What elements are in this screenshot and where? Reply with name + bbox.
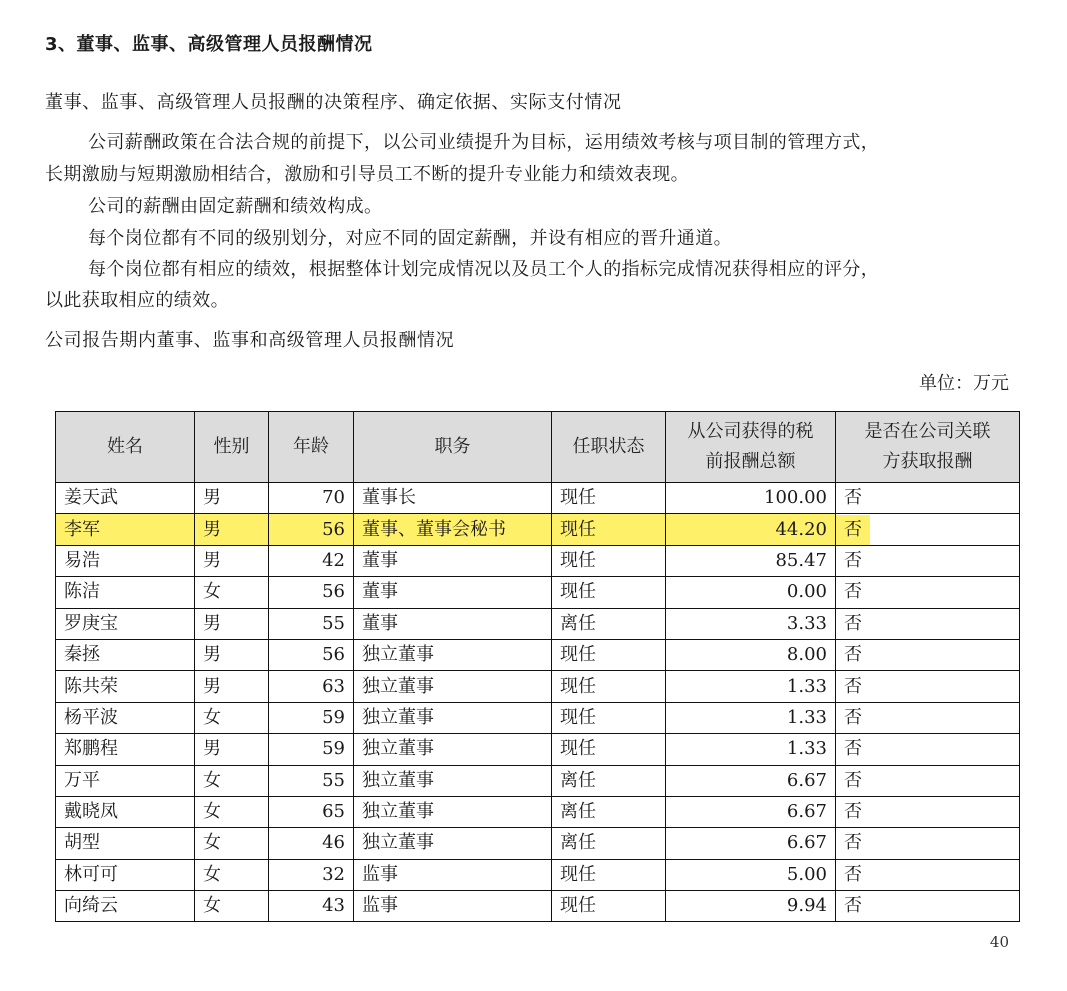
cell-position: 监事 [354,859,552,890]
cell-related-party-pay: 否 [836,545,1020,576]
cell-status: 现任 [552,734,666,765]
table-row [56,608,1020,639]
cell-position: 监事 [354,891,552,922]
paragraph-3: 每个岗位都有不同的级别划分，对应不同的固定薪酬，并设有相应的晋升通道。 [88,228,732,249]
cell-age: 59 [269,734,354,765]
table-row [56,828,1020,859]
cell-name: 易浩 [56,545,195,576]
cell-gender: 女 [195,577,269,608]
table-caption: 公司报告期内董事、监事和高级管理人员报酬情况 [45,330,455,351]
table-row [56,891,1020,922]
cell-pretax-pay: 100.00 [666,483,836,514]
cell-name: 秦拯 [56,639,195,670]
cell-name: 李军 [56,514,195,545]
cell-related-party-pay: 否 [836,608,1020,639]
cell-pretax-pay: 3.33 [666,608,836,639]
table-row [56,671,1020,702]
cell-name: 林可可 [56,859,195,890]
cell-position: 董事 [354,608,552,639]
cell-name: 姜天武 [56,483,195,514]
table-body [56,483,1020,922]
cell-gender: 男 [195,545,269,576]
cell-status: 离任 [552,608,666,639]
cell-status: 现任 [552,891,666,922]
table-row [56,545,1020,576]
cell-status: 现任 [552,639,666,670]
cell-status: 离任 [552,828,666,859]
header-related-party-pay: 是否在公司关联 方获取报酬 [836,412,1020,483]
table-row [56,514,1020,545]
cell-related-party-pay: 否 [836,483,1020,514]
cell-position: 独立董事 [354,796,552,827]
header-age: 年龄 [269,412,354,483]
table-header-row [56,412,1020,483]
cell-status: 现任 [552,671,666,702]
cell-related-party-pay: 否 [836,577,1020,608]
table-row [56,859,1020,890]
cell-pretax-pay: 1.33 [666,734,836,765]
cell-age: 55 [269,608,354,639]
cell-name: 杨平波 [56,702,195,733]
cell-related-party-pay: 否 [836,514,1020,545]
cell-status: 现任 [552,859,666,890]
table-row [56,702,1020,733]
cell-pretax-pay: 44.20 [666,514,836,545]
cell-age: 63 [269,671,354,702]
subheading: 董事、监事、高级管理人员报酬的决策程序、确定依据、实际支付情况 [45,92,622,113]
cell-gender: 男 [195,671,269,702]
header-gender: 性别 [195,412,269,483]
paragraph-1-line-1: 公司薪酬政策在合法合规的前提下，以公司业绩提升为目标，运用绩效考核与项目制的管理方式， [88,132,880,153]
cell-name: 陈共荣 [56,671,195,702]
cell-position: 独立董事 [354,639,552,670]
cell-name: 向绮云 [56,891,195,922]
cell-position: 董事、董事会秘书 [354,514,552,545]
cell-related-party-pay: 否 [836,671,1020,702]
unit-label: 单位：万元 [919,373,1009,394]
cell-name: 戴晓凤 [56,796,195,827]
cell-gender: 女 [195,828,269,859]
cell-pretax-pay: 5.00 [666,859,836,890]
paragraph-4-line-2: 以此获取相应的绩效。 [45,290,229,311]
cell-pretax-pay: 6.67 [666,796,836,827]
cell-related-party-pay: 否 [836,639,1020,670]
cell-position: 独立董事 [354,734,552,765]
cell-pretax-pay: 8.00 [666,639,836,670]
paragraph-2: 公司的薪酬由固定薪酬和绩效构成。 [88,196,383,217]
cell-position: 董事长 [354,483,552,514]
header-status: 任职状态 [552,412,666,483]
table-row [56,734,1020,765]
cell-gender: 女 [195,702,269,733]
cell-position: 独立董事 [354,702,552,733]
table-row [56,639,1020,670]
cell-related-party-pay: 否 [836,702,1020,733]
table-row [56,483,1020,514]
header-position: 职务 [354,412,552,483]
cell-gender: 女 [195,859,269,890]
cell-gender: 男 [195,734,269,765]
cell-status: 离任 [552,796,666,827]
cell-name: 万平 [56,765,195,796]
cell-name: 胡型 [56,828,195,859]
compensation-table [55,411,1020,922]
cell-gender: 女 [195,765,269,796]
cell-related-party-pay: 否 [836,765,1020,796]
cell-age: 59 [269,702,354,733]
page-number: 40 [989,933,1009,951]
cell-pretax-pay: 6.67 [666,828,836,859]
cell-position: 董事 [354,577,552,608]
cell-age: 32 [269,859,354,890]
cell-related-party-pay: 否 [836,828,1020,859]
cell-pretax-pay: 6.67 [666,765,836,796]
cell-related-party-pay: 否 [836,796,1020,827]
cell-status: 现任 [552,577,666,608]
cell-name: 郑鹏程 [56,734,195,765]
cell-status: 现任 [552,702,666,733]
cell-position: 独立董事 [354,765,552,796]
cell-name: 罗庚宝 [56,608,195,639]
cell-age: 42 [269,545,354,576]
table-row [56,796,1020,827]
cell-gender: 男 [195,514,269,545]
cell-gender: 女 [195,891,269,922]
cell-age: 65 [269,796,354,827]
cell-position: 独立董事 [354,828,552,859]
header-name: 姓名 [56,412,195,483]
cell-age: 56 [269,577,354,608]
paragraph-1-line-2: 长期激励与短期激励相结合，激励和引导员工不断的提升专业能力和绩效表现。 [45,164,689,185]
cell-pretax-pay: 1.33 [666,671,836,702]
cell-status: 现任 [552,545,666,576]
cell-pretax-pay: 9.94 [666,891,836,922]
header-pretax-pay: 从公司获得的税 前报酬总额 [666,412,836,483]
cell-pretax-pay: 85.47 [666,545,836,576]
table-row [56,577,1020,608]
cell-gender: 女 [195,796,269,827]
cell-gender: 男 [195,639,269,670]
cell-age: 55 [269,765,354,796]
cell-age: 43 [269,891,354,922]
cell-position: 独立董事 [354,671,552,702]
cell-related-party-pay: 否 [836,891,1020,922]
cell-position: 董事 [354,545,552,576]
paragraph-4-line-1: 每个岗位都有相应的绩效，根据整体计划完成情况以及员工个人的指标完成情况获得相应的评分， [88,259,880,280]
cell-pretax-pay: 1.33 [666,702,836,733]
cell-related-party-pay: 否 [836,734,1020,765]
cell-age: 46 [269,828,354,859]
cell-age: 70 [269,483,354,514]
cell-gender: 男 [195,608,269,639]
cell-status: 现任 [552,514,666,545]
cell-gender: 男 [195,483,269,514]
table-row [56,765,1020,796]
cell-status: 离任 [552,765,666,796]
section-heading: 3、董事、监事、高级管理人员报酬情况 [45,34,373,55]
cell-name: 陈洁 [56,577,195,608]
cell-pretax-pay: 0.00 [666,577,836,608]
cell-age: 56 [269,514,354,545]
cell-status: 现任 [552,483,666,514]
cell-related-party-pay: 否 [836,859,1020,890]
cell-age: 56 [269,639,354,670]
